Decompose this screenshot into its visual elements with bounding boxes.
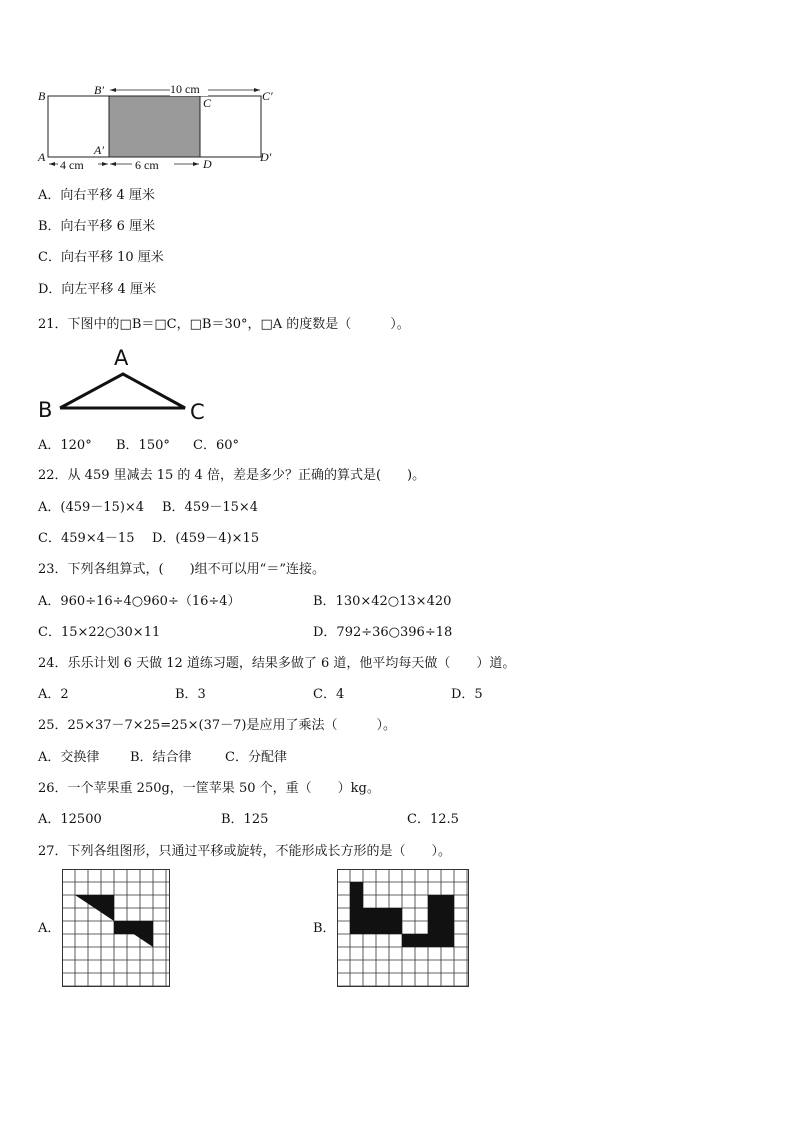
q22-option-a[interactable]: A．(459－15)×4: [38, 500, 145, 515]
q24-option-a[interactable]: A．2: [38, 687, 69, 702]
q26-option-a[interactable]: A．12500: [38, 812, 102, 827]
q23-stem: 23．下列各组算式，( )组不可以用“＝”连接。: [38, 562, 325, 577]
q21-option-c[interactable]: C．60°: [193, 438, 239, 453]
dim-top-label: 10 cm: [170, 82, 200, 96]
dim-top-arrow-right: [254, 88, 260, 92]
q22-stem: 22．从 459 里减去 15 的 4 倍，差是多少？正确的算式是( )。: [38, 468, 426, 483]
q26-stem: 26．一个苹果重 250g，一筐苹果 50 个，重（ ）kg。: [38, 781, 380, 796]
label-C: C: [203, 96, 212, 110]
q22-option-d[interactable]: D．(459－4)×15: [152, 531, 260, 546]
label-D: D: [203, 157, 212, 171]
q25-option-c[interactable]: C．分配律: [225, 750, 287, 765]
dim-left-label: 4 cm: [60, 158, 84, 172]
q24-option-d[interactable]: D．5: [451, 687, 483, 702]
dim-left-arrow-r: [102, 162, 108, 166]
grid-figure-a[interactable]: [62, 869, 170, 987]
q21-option-a[interactable]: A．120°: [38, 438, 92, 453]
q20-option-b[interactable]: B．向右平移 6 厘米: [38, 219, 156, 234]
vertex-B: B: [38, 398, 53, 422]
q25-option-a[interactable]: A．交换律: [38, 750, 100, 765]
q22-option-b[interactable]: B．459－15×4: [162, 500, 259, 515]
q23-option-a[interactable]: A．960÷16÷4○960÷（16÷4）: [38, 594, 241, 609]
q27-option-a[interactable]: A．: [38, 921, 61, 936]
dim-mid-arrow-l: [110, 162, 116, 166]
q24-stem: 24．乐乐计划 6 天做 12 道练习题，结果多做了 6 道，他平均每天做（ ）道。: [38, 656, 516, 671]
q27-option-b[interactable]: B．: [313, 921, 336, 936]
q21-stem: 21．下图中的□B＝□C，□B＝30°，□A 的度数是（ ）。: [38, 317, 410, 332]
rect-shaded: [109, 96, 200, 157]
vertex-C: C: [190, 400, 205, 424]
label-B: B: [38, 89, 46, 103]
label-A-prime: A′: [94, 143, 104, 157]
q23-option-c[interactable]: C．15×22○30×11: [38, 625, 161, 640]
label-A: A: [38, 150, 46, 164]
vertex-A: A: [114, 346, 129, 370]
label-B-prime: B′: [94, 83, 104, 97]
label-C-prime: C′: [262, 89, 273, 103]
q25-stem: 25．25×37－7×25=25×(37－7)是应用了乘法（ ）。: [38, 718, 397, 733]
q26-option-c[interactable]: C．12.5: [407, 812, 459, 827]
q24-option-c[interactable]: C．4: [313, 687, 345, 702]
q23-option-d[interactable]: D．792÷36○396÷18: [313, 625, 453, 640]
q27-stem: 27．下列各组图形，只通过平移或旋转，不能形成长方形的是（ ）。: [38, 844, 452, 859]
q23-option-b[interactable]: B．130×42○13×420: [313, 594, 452, 609]
triangle-shape: [60, 374, 185, 408]
dim-mid-arrow-r: [193, 162, 199, 166]
q22-option-c[interactable]: C．459×4－15: [38, 531, 135, 546]
q26-option-b[interactable]: B．125: [221, 812, 269, 827]
dim-left-arrow-l: [49, 162, 55, 166]
q25-option-b[interactable]: B．结合律: [130, 750, 192, 765]
q20-option-d[interactable]: D．向左平移 4 厘米: [38, 282, 156, 297]
dim-mid-label: 6 cm: [135, 158, 159, 172]
dim-top-arrow-left: [110, 88, 116, 92]
q21-option-b[interactable]: B．150°: [116, 438, 170, 453]
label-D-prime: D′: [260, 150, 272, 164]
q20-option-a[interactable]: A．向右平移 4 厘米: [38, 188, 155, 203]
grid-figure-b[interactable]: [337, 869, 469, 987]
q24-option-b[interactable]: B．3: [175, 687, 206, 702]
q20-option-c[interactable]: C．向右平移 10 厘米: [38, 250, 164, 265]
